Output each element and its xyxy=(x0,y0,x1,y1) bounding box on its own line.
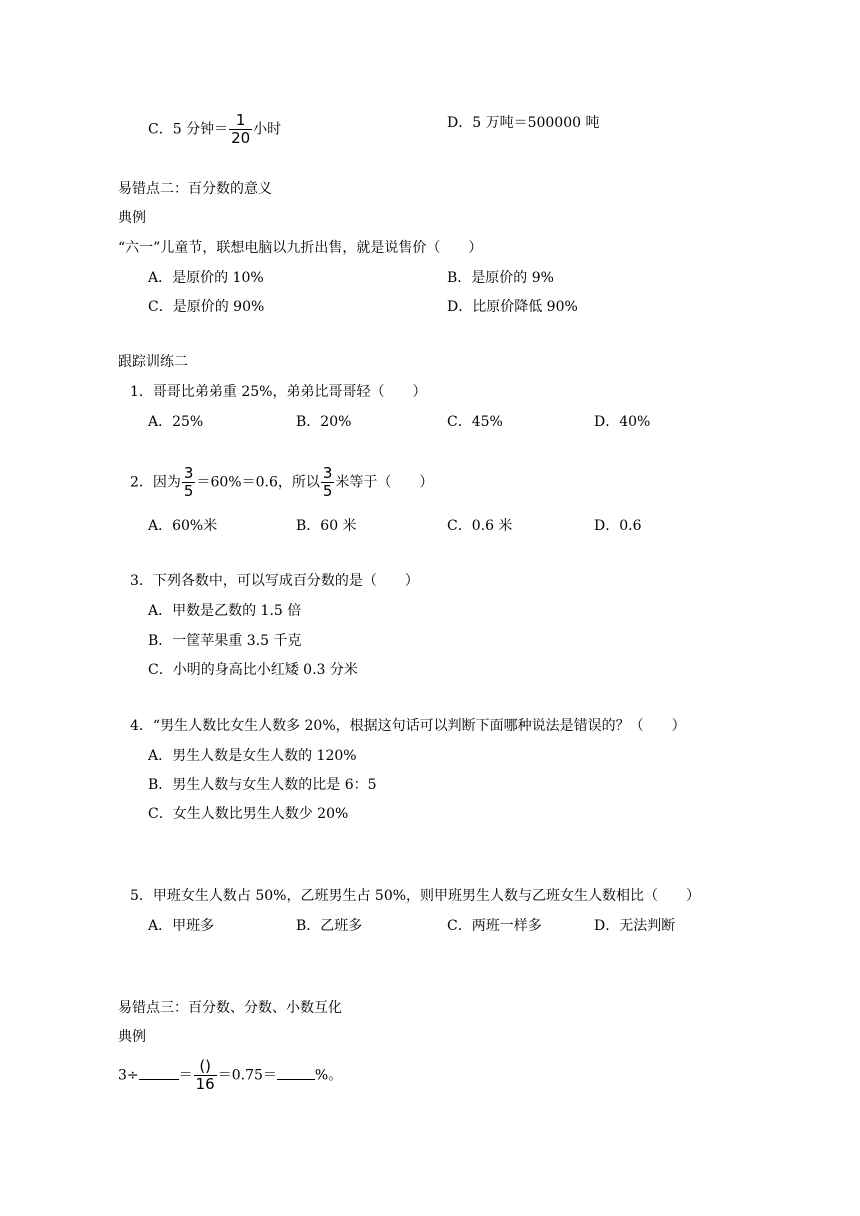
option-c xyxy=(148,112,281,147)
option-c: C．0.6 米 xyxy=(447,518,513,534)
question-segment: ＝0.75＝ xyxy=(217,1067,277,1084)
question-text: 4．“男生人数比女生人数多 20%，根据这句话可以判断下面哪种说法是错误的？（ ） xyxy=(130,718,686,734)
option-b: B．20% xyxy=(296,414,352,430)
option-text: 小时 xyxy=(253,121,282,138)
question-segment: %。 xyxy=(314,1067,343,1084)
option-c: C．小明的身高比小红矮 0.3 分米 xyxy=(148,662,358,678)
option-a: A．是原价的 10% xyxy=(148,270,264,286)
option-a: A．甲班多 xyxy=(148,918,215,934)
question-segment: 3÷ xyxy=(118,1067,139,1084)
option-d: D．5 万吨＝500000 吨 xyxy=(447,115,600,131)
numerator: 1 xyxy=(235,111,246,129)
fraction xyxy=(194,1058,217,1093)
option-b: B．60 米 xyxy=(296,518,357,534)
option-b: B．男生人数与女生人数的比是 6：5 xyxy=(148,777,377,793)
denominator: 5 xyxy=(183,482,194,500)
question-text: 3．下列各数中，可以写成百分数的是（ ） xyxy=(130,573,419,589)
denominator: 20 xyxy=(231,129,251,147)
question-segment: 2．因为 xyxy=(130,474,181,491)
option-c: C．是原价的 90% xyxy=(148,299,265,315)
question-text xyxy=(118,1058,342,1093)
question-segment: ＝ xyxy=(178,1067,193,1084)
option-a: A．60%米 xyxy=(148,518,218,534)
example-label: 典例 xyxy=(118,210,146,226)
option-d: D．40% xyxy=(594,414,651,430)
option-d: D．0.6 xyxy=(594,518,642,534)
option-b: B．是原价的 9% xyxy=(447,270,554,286)
numerator: () xyxy=(199,1057,212,1075)
question-text: 5．甲班女生人数占 50%，乙班男生占 50%，则甲班男生人数与乙班女生人数相比（ ） xyxy=(130,888,701,904)
option-a: A．男生人数是女生人数的 120% xyxy=(148,748,357,764)
option-c: C．45% xyxy=(447,414,503,430)
fraction xyxy=(229,112,252,147)
answer-blank[interactable] xyxy=(139,1065,179,1080)
denominator: 5 xyxy=(322,482,333,500)
fraction xyxy=(182,465,196,500)
option-a: A．25% xyxy=(148,414,204,430)
numerator: 3 xyxy=(183,464,194,482)
section-title: 跟踪训练二 xyxy=(118,354,188,370)
option-d: D．比原价降低 90% xyxy=(447,299,578,315)
answer-blank[interactable] xyxy=(277,1065,315,1080)
option-c: C．女生人数比男生人数少 20% xyxy=(148,806,349,822)
section-title: 易错点三：百分数、分数、小数互化 xyxy=(118,1000,342,1016)
question-segment: ＝60%＝0.6，所以 xyxy=(196,474,320,491)
denominator: 16 xyxy=(195,1075,215,1093)
option-c: C．两班一样多 xyxy=(447,918,542,934)
question-text: 1．哥哥比弟弟重 25%，弟弟比哥哥轻（ ） xyxy=(130,384,427,400)
option-a: A．甲数是乙数的 1.5 倍 xyxy=(148,603,302,619)
option-b: B．一筐苹果重 3.5 千克 xyxy=(148,633,302,649)
question-segment: 米等于（ ） xyxy=(335,474,434,491)
option-text: C．5 分钟＝ xyxy=(148,121,229,138)
option-b: B．乙班多 xyxy=(296,918,363,934)
fraction xyxy=(321,465,335,500)
numerator: 3 xyxy=(322,464,333,482)
option-d: D．无法判断 xyxy=(594,918,676,934)
example-label: 典例 xyxy=(118,1029,146,1045)
question-text xyxy=(130,465,433,500)
question-text: “六一”儿童节，联想电脑以九折出售，就是说售价（ ） xyxy=(118,240,483,256)
section-title: 易错点二：百分数的意义 xyxy=(118,181,272,197)
